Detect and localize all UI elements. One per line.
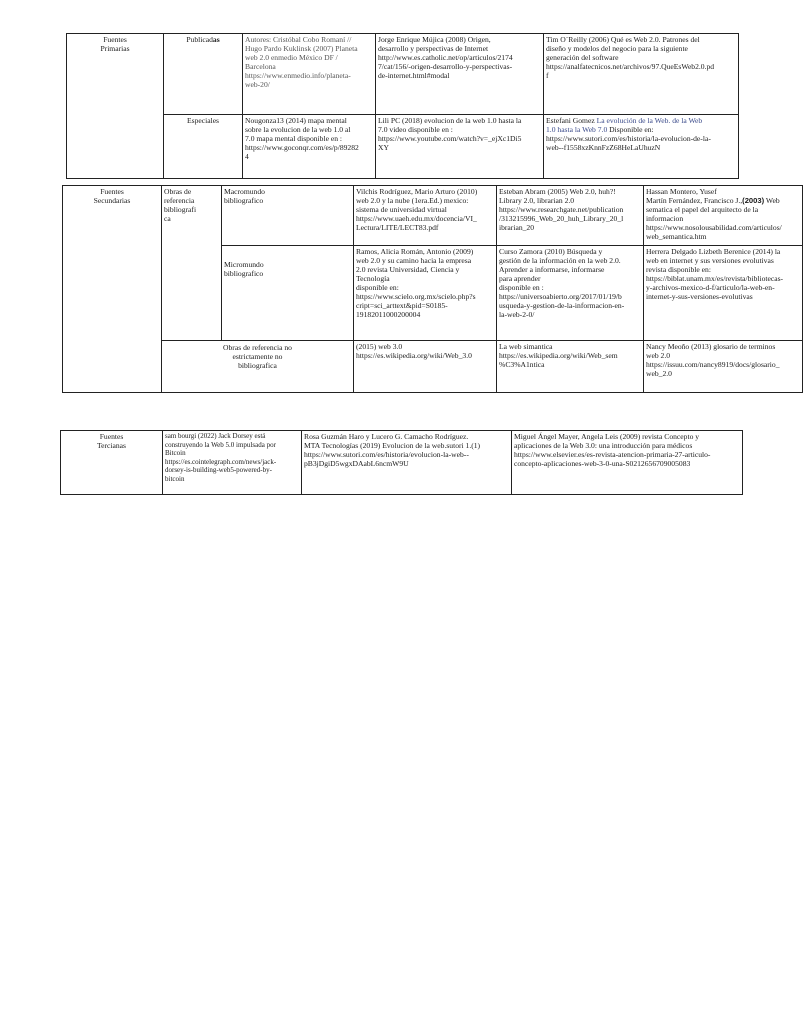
primary-sources-table — [66, 33, 739, 179]
primary-special-cell-1 — [243, 115, 376, 179]
secondary-macro-text-2: Esteban Abram (2005) Web 2.0, huh?! Library 2.0, librarian 2.0 https://www.researchgate.net/publication /313215996_Web_20_huh_Library_20_l ibrarian_20 — [499, 187, 624, 232]
published-label-a: Publicad — [186, 35, 213, 44]
primary-published-text-1: Autores: Cristóbal Cobo Romaní // Hugo Pardo Kuklinsk (2007) Planeta web 2.0 enmedio México DF / Barcelona https://www.enmedio.info/planeta- web-20/ — [245, 35, 358, 89]
tertiary-cell-3 — [512, 431, 743, 495]
special-label — [164, 115, 243, 179]
secondary-nonbib-cell-2 — [497, 341, 644, 393]
secondary-micro-cell-1 — [354, 246, 497, 341]
secondary-nonbib-text-2: La web simantica https://es.wikipedia.org/wiki/Web_sem %C3%A1ntica — [499, 342, 618, 369]
primary-published-cell-1 — [243, 34, 376, 115]
secondary-sources-title-text: Fuentes Secundarias — [93, 187, 131, 205]
primary-published-cell-2 — [376, 34, 544, 115]
tertiary-sources-table — [60, 430, 743, 495]
secondary-macro-text-1: Vilchis Rodríguez, Mario Arturo (2010) web 2.0 y la nube (1era.Ed.) mexico: sistema de universidad virtual https://www.uaeh.edu.mx/docencia/VI_ Lectura/LITE/LECT83.pdf — [356, 187, 478, 232]
tertiary-text-1: sam bourgi (2022) Jack Dorsey está construyendo la Web 5.0 impulsada por Bitcoin https://es.cointelegraph.com/news/jack- dorsey-is-building-web5-powered-by- bitcoin — [165, 432, 277, 483]
tertiary-text-3: Miguel Ángel Mayer, Angela Leis (2009) revista Concepto y aplicaciones de la Web 3.0: una introducción para médicos https://www.elsevier.es/es-revista-atencion-primaria-27-articulo- concepto-aplicaciones-web-3-0-una-S0212656709005083 — [514, 432, 711, 468]
secondary-micro-text-1: Ramos, Alicia Román, Antonio (2009) web 2.0 y su camino hacia la empresa 2.0 revista Universidad, Ciencia y Tecnología disponible en: https://www.scielo.org.mx/scielo.php?s cript=sci_arttext&pid=S0185- 19182011000200004 — [356, 247, 476, 319]
tertiary-cell-1 — [163, 431, 302, 495]
microworld-label — [222, 246, 354, 341]
tertiary-sources-title — [61, 431, 163, 495]
tertiary-cell-2 — [302, 431, 512, 495]
primary-published-cell-3 — [544, 34, 739, 115]
secondary-micro-cell-3 — [644, 246, 803, 341]
tertiary-text-2: Rosa Guzmán Haro y Lucero G. Camacho Rodríguez. MTA Tecnologías (2019) Evolucion de la web.sutori 1.(1) https://www.sutori.com/es/historia/evolucion-la-web-- pB3jDgiD5wgxDAabL6ncmW9U — [304, 432, 481, 468]
non-bibliographic-label — [162, 341, 354, 393]
secondary-sources-table — [62, 185, 803, 393]
secondary-micro-text-3: Herrera Delgado Lizbeth Berenice (2014) la web en internet y sus versiones evolutivas revista disponible en: https://biblat.unam.mx/es/revista/bibliotecas- y-archivos-mexico-d-f/articulo/la-web-en- internet-y-sus-versiones-evolutivas — [646, 247, 784, 301]
primary-sources-title-text: Fuentes Primarias — [100, 35, 130, 53]
secondary-nonbib-cell-1 — [354, 341, 497, 393]
bibliographic-reference-text: Obras de referencia bibliografi ca — [164, 187, 197, 223]
macroworld-label-text: Macromundo bibliografico — [224, 187, 265, 205]
tertiary-sources-title-text: Fuentes Tercianas — [97, 432, 126, 450]
secondary-macro-cell-1 — [354, 186, 497, 246]
special-label-text: Especiales — [186, 116, 220, 125]
published-label-b: as — [212, 35, 220, 44]
secondary-micro-text-2: Curso Zamora (2010) Búsqueda y gestión de la información en la web 2.0. Aprender a informarse, informarse para aprender disponible en : https://universoabierto.org/2017/01/19/b usqueda-y-gestion-de-la-informacion-en- la-web-2-0/ — [499, 247, 625, 319]
secondary-nonbib-cell-3 — [644, 341, 803, 393]
secondary-nonbib-text-3: Nancy Meoño (2013) glosario de terminos web 2.0 https://issuu.com/nancy8919/docs/glosario_ web_2.0 — [646, 342, 780, 378]
secondary-macro-cell-2 — [497, 186, 644, 246]
secondary-nonbib-text-1: (2015) web 3.0 https://es.wikipedia.org/wiki/Web_3.0 — [356, 342, 472, 360]
secondary-macro-text-3b: (2003) — [742, 196, 765, 205]
primary-special-text-3c: Disponible en: https://www.sutori.com/es/historia/la-evolucion-de-la- web--f1558xzKnnFzZ68HeLaUhuzN — [546, 125, 711, 152]
secondary-sources-title — [63, 186, 162, 393]
secondary-macro-text-3c: Web sematica el papel del arquitecto de la informacion https://www.nosolousabilidad.com/articulos/ web_semantica.htm — [646, 196, 782, 241]
primary-published-text-3: Tim O´Reilly (2006) Qué es Web 2.0. Patrones del diseño y modelos del negocio para la siguiente generación del software https://analfatecnicos.net/archivos/97.QueEsWeb2.0.pd f — [546, 35, 715, 80]
macroworld-label — [222, 186, 354, 246]
secondary-macro-cell-3 — [644, 186, 803, 246]
primary-published-text-2: Jorge Enrique Mújica (2008) Origen, desarrollo y perspectivas de Internet http://www.es.catholic.net/op/articulos/2174 7/cat/156/-origen-desarrollo-y-perspectivas- de-internet.html#modal — [378, 35, 513, 80]
primary-sources-title — [67, 34, 164, 179]
primary-special-text-3b: La evolución de la Web. de la Web 1.0 hasta la Web 7.0 — [546, 116, 703, 134]
published-label — [164, 34, 243, 115]
primary-special-cell-3 — [544, 115, 739, 179]
bibliographic-reference-label — [162, 186, 222, 341]
non-bibliographic-label-text: Obras de referencia no estrictamente no bibliografica — [223, 343, 292, 370]
secondary-micro-cell-2 — [497, 246, 644, 341]
microworld-label-text: Micromundo bibliografico — [224, 260, 264, 278]
primary-special-text-2: Lili PC (2018) evolucion de la web 1.0 hasta la 7.0 video disponible en : https://www.youtube.com/watch?v=_ejXc1Di5 XY — [378, 116, 522, 152]
primary-special-cell-2 — [376, 115, 544, 179]
primary-special-text-1: Nougonza13 (2014) mapa mental sobre la evolucion de la web 1.0 al 7.0 mapa mental disponible en : https://www.goconqr.com/es/p/89282 4 — [245, 116, 359, 161]
secondary-macro-text-3a: Hassan Montero, Yusef Martín Fernández, Francisco J., — [646, 187, 743, 205]
primary-special-text-3a: Estefani Gomez — [546, 116, 597, 125]
